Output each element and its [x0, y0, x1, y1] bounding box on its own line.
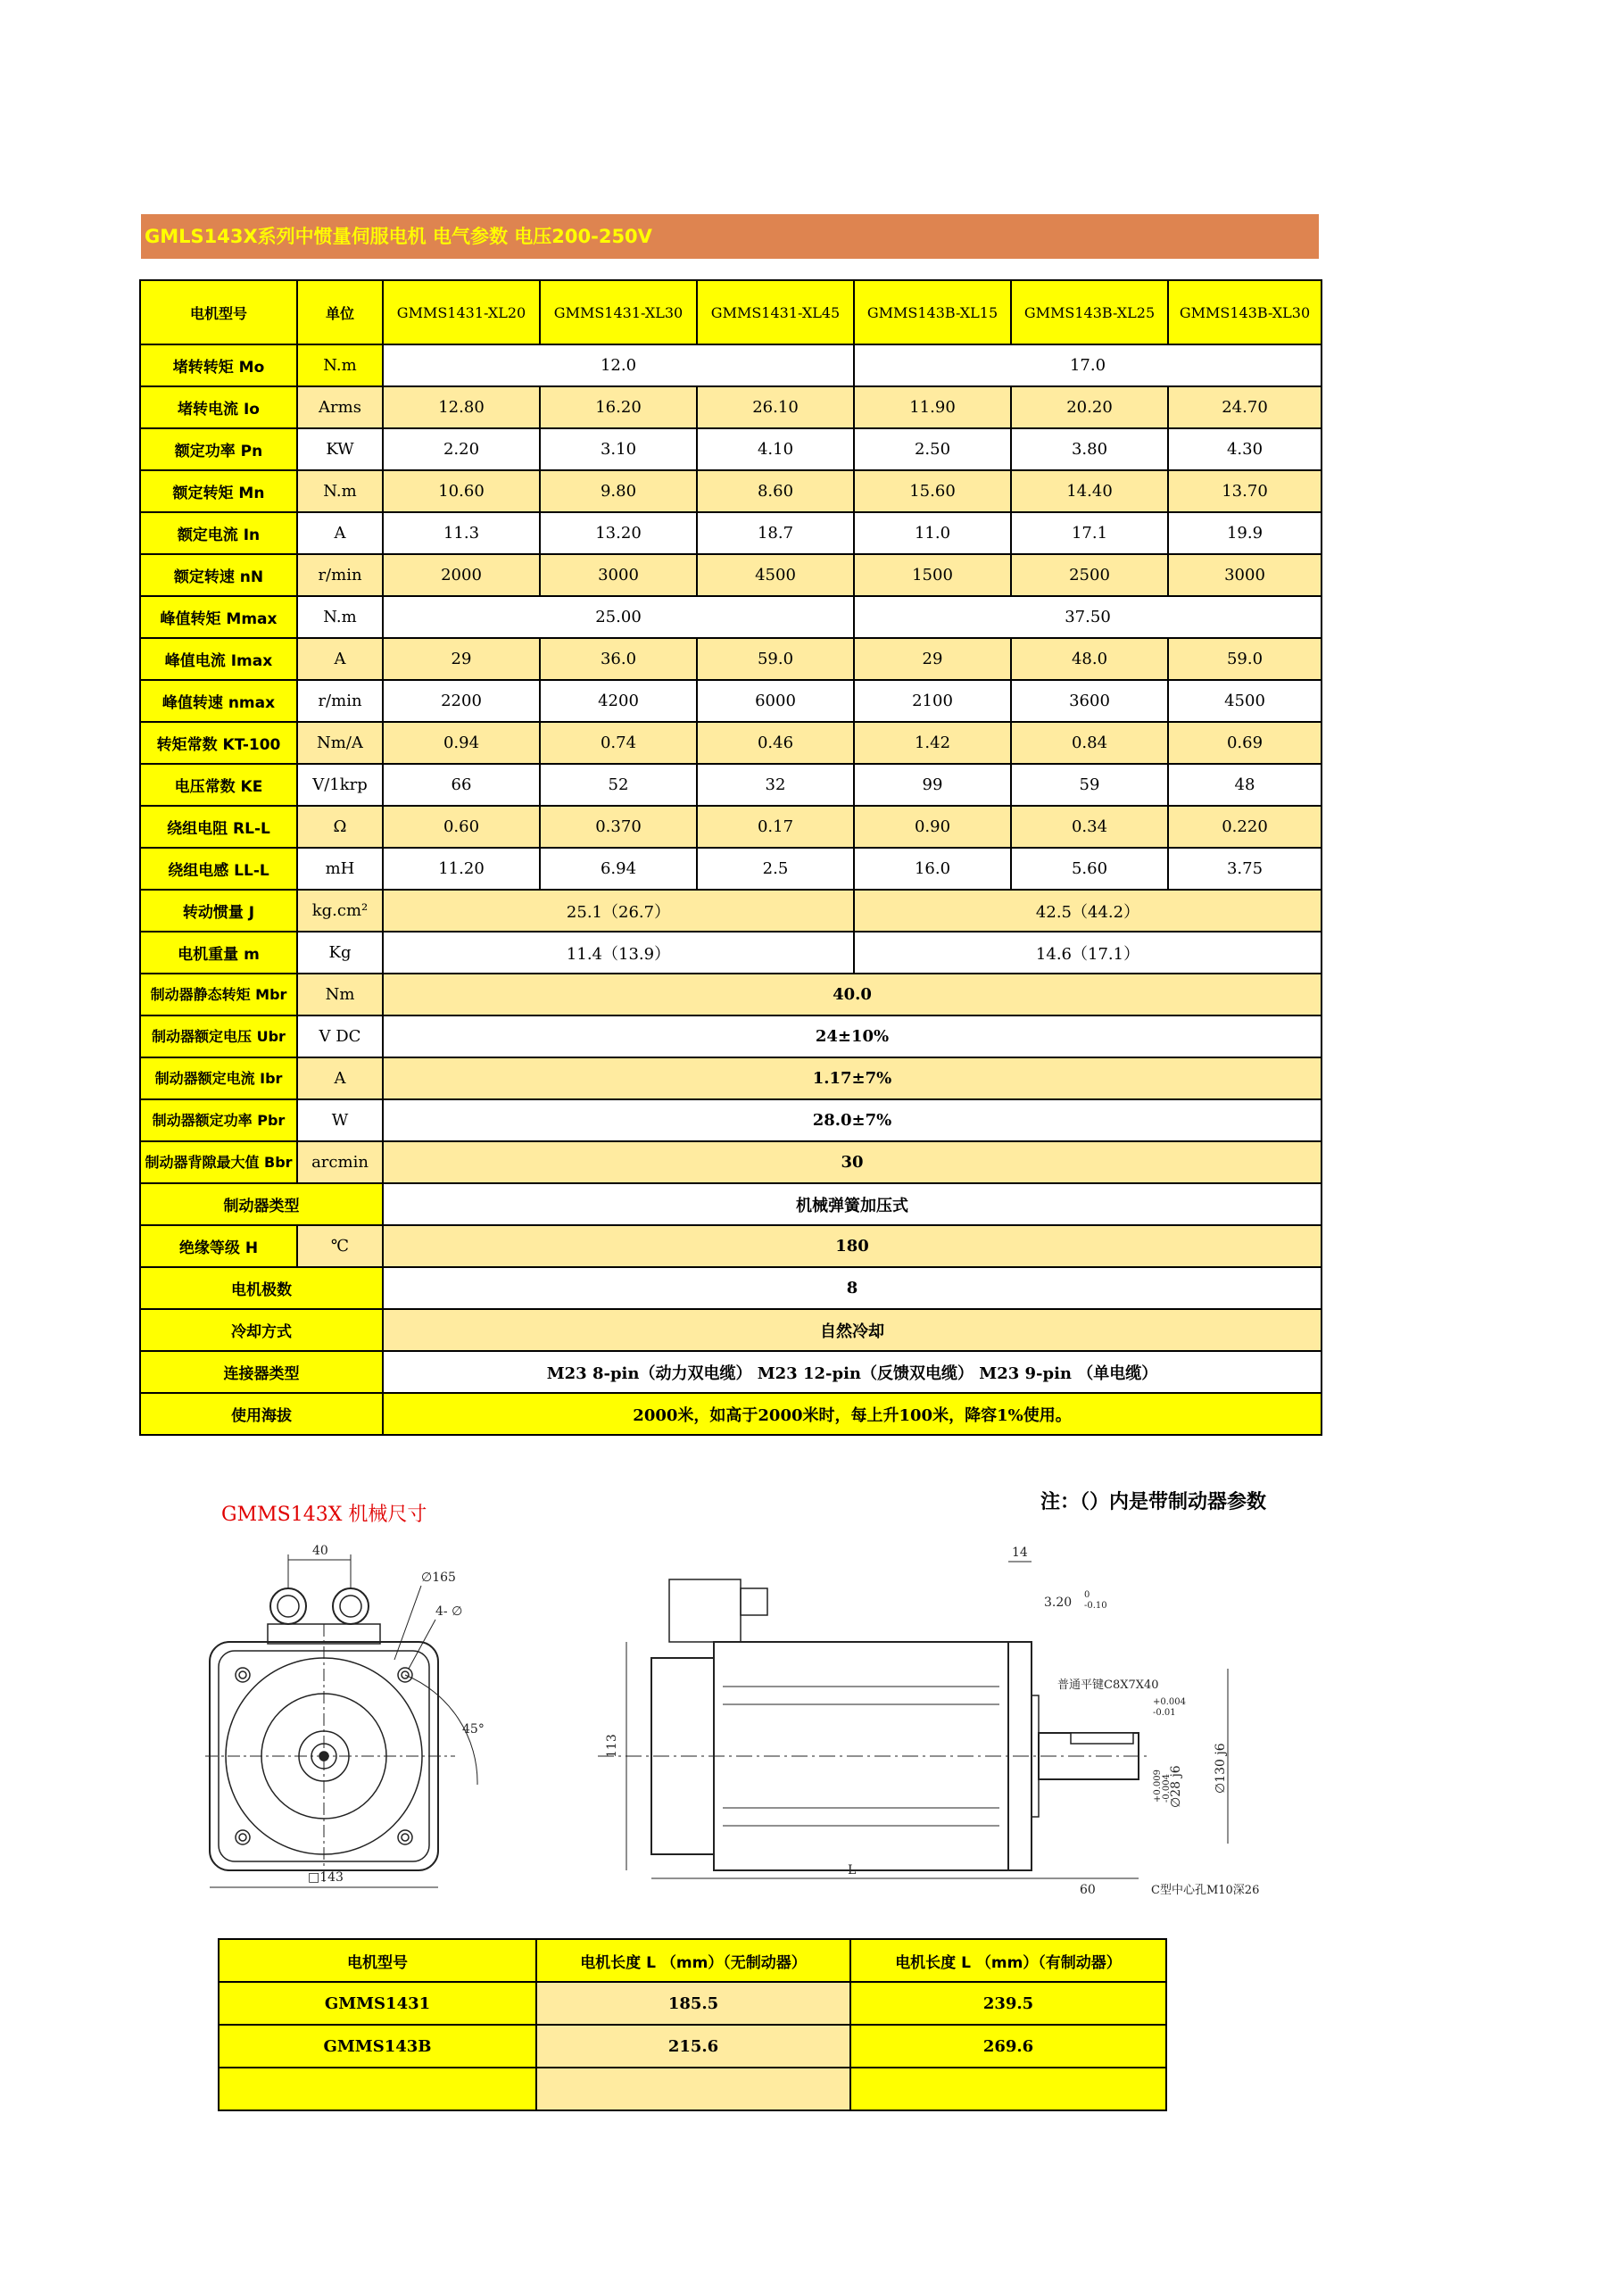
value-cell: 15.60: [854, 470, 1011, 512]
row-label: 制动器类型: [140, 1183, 383, 1225]
value-cell: [536, 2068, 850, 2110]
unit-cell: V DC: [297, 1015, 383, 1057]
row-label: 额定电流 In: [140, 512, 297, 554]
value-cell: 0.84: [1011, 722, 1168, 764]
unit-cell: r/min: [297, 554, 383, 596]
connector-side-cap: [741, 1588, 767, 1615]
row-label: 制动器额定电流 Ibr: [140, 1057, 297, 1099]
header-cell: 电机型号: [219, 1939, 536, 1982]
leader-line: [394, 1586, 421, 1660]
row-label: 制动器静态转矩 Mbr: [140, 974, 297, 1015]
row-label: 额定转速 nN: [140, 554, 297, 596]
value-cell: 0.94: [383, 722, 540, 764]
value-cell: 16.0: [854, 848, 1011, 890]
table-row: [140, 848, 1322, 890]
row-label: 额定转矩 Mn: [140, 470, 297, 512]
header-cell: GMMS143B-XL30: [1168, 280, 1322, 344]
value-cell: 48.0: [1011, 638, 1168, 680]
value-cell: 16.20: [540, 386, 697, 428]
value-cell: 3.80: [1011, 428, 1168, 470]
value-cell: 99: [854, 764, 1011, 806]
mount-hole: [236, 1830, 250, 1844]
connector-power: [270, 1588, 306, 1624]
table-row: [140, 1225, 1322, 1267]
value-cell: 4500: [697, 554, 854, 596]
table-row: [140, 722, 1322, 764]
value-cell: 239.5: [850, 1982, 1166, 2025]
dim-angle: 45°: [462, 1722, 485, 1737]
mechanical-drawing: [187, 1526, 1338, 1901]
value-cell: 2200: [383, 680, 540, 722]
value-cell: 19.9: [1168, 512, 1322, 554]
value-cell: 11.90: [854, 386, 1011, 428]
unit-cell: A: [297, 1057, 383, 1099]
table-row: [140, 680, 1322, 722]
table-row: [140, 1393, 1322, 1435]
header-cell: GMMS1431-XL30: [540, 280, 697, 344]
table-row: [219, 2025, 1166, 2068]
value-cell: 6000: [697, 680, 854, 722]
dim-113: 113: [605, 1734, 619, 1758]
value-cell: 8.60: [697, 470, 854, 512]
row-label: 额定功率 Pn: [140, 428, 297, 470]
value-cell: 3000: [540, 554, 697, 596]
row-label: 堵转转矩 Mo: [140, 344, 297, 386]
value-cell: 52: [540, 764, 697, 806]
table-row: [140, 344, 1322, 386]
dim-320-tol2: -0.10: [1084, 1601, 1107, 1611]
key-label: 普通平键C8X7X40: [1057, 1678, 1159, 1692]
dim-320-tol: 0: [1084, 1590, 1090, 1600]
unit-cell: V/1krp: [297, 764, 383, 806]
value-cell: 24±10%: [383, 1015, 1322, 1057]
unit-cell: Arms: [297, 386, 383, 428]
row-label: 电压常数 KE: [140, 764, 297, 806]
value-cell: 29: [383, 638, 540, 680]
unit-cell: arcmin: [297, 1141, 383, 1183]
row-label: 制动器额定电压 Ubr: [140, 1015, 297, 1057]
unit-cell: A: [297, 512, 383, 554]
mount-hole-inner: [239, 1671, 246, 1678]
value-cell: 36.0: [540, 638, 697, 680]
value-cell: 42.5（44.2）: [854, 890, 1322, 932]
value-cell: [850, 2068, 1166, 2110]
table-row: [140, 890, 1322, 932]
value-cell: 180: [383, 1225, 1322, 1267]
value-cell: 14.6（17.1）: [854, 932, 1322, 974]
value-cell: 0.60: [383, 806, 540, 848]
table-row: [140, 428, 1322, 470]
value-cell: 1.42: [854, 722, 1011, 764]
row-label: 转矩常数 KT-100: [140, 722, 297, 764]
value-cell: 0.90: [854, 806, 1011, 848]
value-cell: 32: [697, 764, 854, 806]
value-cell: M23 8-pin（动力双电缆） M23 12-pin（反馈双电缆） M23 9-pin （单电缆）: [383, 1351, 1322, 1393]
model-cell: GMMS1431: [219, 1982, 536, 2025]
value-cell: 2.50: [854, 428, 1011, 470]
connector-feedback: [333, 1588, 369, 1624]
row-label: 制动器额定功率 Pbr: [140, 1099, 297, 1141]
dim-40: 40: [312, 1544, 328, 1558]
dim-L: L: [848, 1863, 857, 1877]
value-cell: 5.60: [1011, 848, 1168, 890]
value-cell: 29: [854, 638, 1011, 680]
value-cell: 2.5: [697, 848, 854, 890]
header-cell: 电机型号: [140, 280, 297, 344]
row-label: 绝缘等级 H: [140, 1225, 297, 1267]
mount-hole: [398, 1830, 412, 1844]
row-label: 峰值转矩 Mmax: [140, 596, 297, 638]
unit-cell: N.m: [297, 470, 383, 512]
value-cell: 59.0: [1168, 638, 1322, 680]
center-hole-label: C型中心孔M10深26: [1151, 1884, 1260, 1897]
row-label: 冷却方式: [140, 1309, 383, 1351]
value-cell: 0.17: [697, 806, 854, 848]
row-label: 堵转电流 Io: [140, 386, 297, 428]
unit-cell: kg.cm²: [297, 890, 383, 932]
value-cell: 40.0: [383, 974, 1322, 1015]
connector-power-inner: [278, 1596, 299, 1617]
row-label: 连接器类型: [140, 1351, 383, 1393]
value-cell: 1.17±7%: [383, 1057, 1322, 1099]
unit-cell: r/min: [297, 680, 383, 722]
dim-28-tol-2: -0.004: [1162, 1773, 1172, 1803]
value-cell: 4500: [1168, 680, 1322, 722]
unit-cell: Nm/A: [297, 722, 383, 764]
unit-cell: A: [297, 638, 383, 680]
value-cell: 0.34: [1011, 806, 1168, 848]
row-label: 制动器背隙最大值 Bbr: [140, 1141, 297, 1183]
value-cell: 18.7: [697, 512, 854, 554]
value-cell: 11.0: [854, 512, 1011, 554]
dim-holes: 4- ∅: [435, 1604, 463, 1619]
row-label: 峰值电流 Imax: [140, 638, 297, 680]
unit-cell: Kg: [297, 932, 383, 974]
header-cell: 电机长度 L （mm）（无制动器）: [536, 1939, 850, 1982]
value-cell: 8: [383, 1267, 1322, 1309]
table-row: [140, 1351, 1322, 1393]
key: [1071, 1733, 1133, 1744]
header-cell: GMMS1431-XL20: [383, 280, 540, 344]
table-row: [140, 386, 1322, 428]
value-cell: 12.80: [383, 386, 540, 428]
table-row: [140, 512, 1322, 554]
row-label: 使用海拔: [140, 1393, 383, 1435]
header-cell: GMMS1431-XL45: [697, 280, 854, 344]
value-cell: 0.69: [1168, 722, 1322, 764]
unit-cell: N.m: [297, 596, 383, 638]
value-cell: 0.46: [697, 722, 854, 764]
dim-320: 3.20: [1044, 1596, 1073, 1610]
table-row: [140, 1057, 1322, 1099]
leader-line: [409, 1620, 435, 1669]
section-banner: GMLS143X系列中惯量伺服电机 电气参数 电压200-250V: [141, 214, 1319, 259]
header-cell: 电机长度 L （mm）（有制动器）: [850, 1939, 1166, 1982]
value-cell: 24.70: [1168, 386, 1322, 428]
table-row: [140, 470, 1322, 512]
value-cell: 17.1: [1011, 512, 1168, 554]
mount-hole-inner: [239, 1834, 246, 1841]
value-cell: 0.370: [540, 806, 697, 848]
value-cell: 3000: [1168, 554, 1322, 596]
value-cell: 185.5: [536, 1982, 850, 2025]
value-cell: 37.50: [854, 596, 1322, 638]
table-row: [140, 806, 1322, 848]
value-cell: 11.20: [383, 848, 540, 890]
value-cell: 0.220: [1168, 806, 1322, 848]
value-cell: 25.1（26.7）: [383, 890, 854, 932]
model-cell: GMMS143B: [219, 2025, 536, 2068]
value-cell: 自然冷却: [383, 1309, 1322, 1351]
table-header-row: [140, 280, 1322, 344]
value-cell: 66: [383, 764, 540, 806]
dim-60: 60: [1080, 1883, 1096, 1897]
value-cell: 59: [1011, 764, 1168, 806]
table-row: [219, 2068, 1166, 2110]
mount-hole: [236, 1668, 250, 1682]
unit-cell: W: [297, 1099, 383, 1141]
dim-28-tol-1: +0.009: [1153, 1769, 1163, 1803]
value-cell: 3600: [1011, 680, 1168, 722]
table-row: [140, 764, 1322, 806]
row-label: 绕组电阻 RL-L: [140, 806, 297, 848]
shaft-tol-2: -0.01: [1153, 1708, 1176, 1718]
header-cell: 单位: [297, 280, 383, 344]
value-cell: 25.00: [383, 596, 854, 638]
dim-28: ∅28 j6: [1169, 1765, 1183, 1808]
value-cell: 4.30: [1168, 428, 1322, 470]
header-cell: GMMS143B-XL25: [1011, 280, 1168, 344]
dim-14: 14: [1012, 1546, 1028, 1560]
value-cell: 10.60: [383, 470, 540, 512]
table-row: [140, 1015, 1322, 1057]
value-cell: 30: [383, 1141, 1322, 1183]
value-cell: 2500: [1011, 554, 1168, 596]
connector-side: [669, 1579, 741, 1642]
table-row: [140, 932, 1322, 974]
value-cell: 13.70: [1168, 470, 1322, 512]
value-cell: 11.3: [383, 512, 540, 554]
unit-cell: ℃: [297, 1225, 383, 1267]
side-view: [598, 1546, 1259, 1897]
dim-130: ∅130 j6: [1214, 1743, 1228, 1794]
dim-143: □143: [308, 1870, 344, 1885]
table-row: [140, 638, 1322, 680]
value-cell: 48: [1168, 764, 1322, 806]
value-cell: 11.4（13.9）: [383, 932, 854, 974]
value-cell: 3.75: [1168, 848, 1322, 890]
table-header-row: [219, 1939, 1166, 1982]
value-cell: 机械弹簧加压式: [383, 1183, 1322, 1225]
row-label: 转动惯量 J: [140, 890, 297, 932]
unit-cell: mH: [297, 848, 383, 890]
value-cell: 9.80: [540, 470, 697, 512]
row-label: 绕组电感 LL-L: [140, 848, 297, 890]
mount-hole-inner: [402, 1834, 409, 1841]
brake-note: 注：（）内是带制动器参数: [1040, 1491, 1267, 1513]
value-cell: 14.40: [1011, 470, 1168, 512]
unit-cell: Nm: [297, 974, 383, 1015]
value-cell: 2000米，如高于2000米时，每上升100米，降容1%使用。: [383, 1393, 1322, 1435]
dimension-title: GMMS143X 机械尺寸: [221, 1504, 427, 1526]
value-cell: 4.10: [697, 428, 854, 470]
electrical-parameters-table: [139, 279, 1322, 1436]
unit-cell: Ω: [297, 806, 383, 848]
connector-feedback-inner: [340, 1596, 361, 1617]
table-row: [140, 554, 1322, 596]
unit-cell: N.m: [297, 344, 383, 386]
value-cell: 269.6: [850, 2025, 1166, 2068]
row-label: 峰值转速 nmax: [140, 680, 297, 722]
value-cell: 4200: [540, 680, 697, 722]
value-cell: 12.0: [383, 344, 854, 386]
value-cell: 28.0±7%: [383, 1099, 1322, 1141]
unit-cell: KW: [297, 428, 383, 470]
value-cell: 0.74: [540, 722, 697, 764]
table-row: [140, 1141, 1322, 1183]
value-cell: 6.94: [540, 848, 697, 890]
row-label: 电机极数: [140, 1267, 383, 1309]
header-cell: GMMS143B-XL15: [854, 280, 1011, 344]
model-cell: [219, 2068, 536, 2110]
table-row: [140, 974, 1322, 1015]
value-cell: 215.6: [536, 2025, 850, 2068]
table-row: [140, 1183, 1322, 1225]
value-cell: 2.20: [383, 428, 540, 470]
value-cell: 3.10: [540, 428, 697, 470]
length-table: [218, 1938, 1167, 2111]
value-cell: 2000: [383, 554, 540, 596]
value-cell: 26.10: [697, 386, 854, 428]
dim-165: ∅165: [421, 1571, 456, 1585]
row-label: 电机重量 m: [140, 932, 297, 974]
table-row: [140, 596, 1322, 638]
table-row: [140, 1099, 1322, 1141]
table-row: [219, 1982, 1166, 2025]
value-cell: 17.0: [854, 344, 1322, 386]
shaft-tol-1: +0.004: [1153, 1697, 1187, 1707]
table-row: [140, 1267, 1322, 1309]
value-cell: 59.0: [697, 638, 854, 680]
front-view: [205, 1544, 485, 1887]
value-cell: 20.20: [1011, 386, 1168, 428]
table-row: [140, 1309, 1322, 1351]
value-cell: 13.20: [540, 512, 697, 554]
value-cell: 2100: [854, 680, 1011, 722]
value-cell: 1500: [854, 554, 1011, 596]
